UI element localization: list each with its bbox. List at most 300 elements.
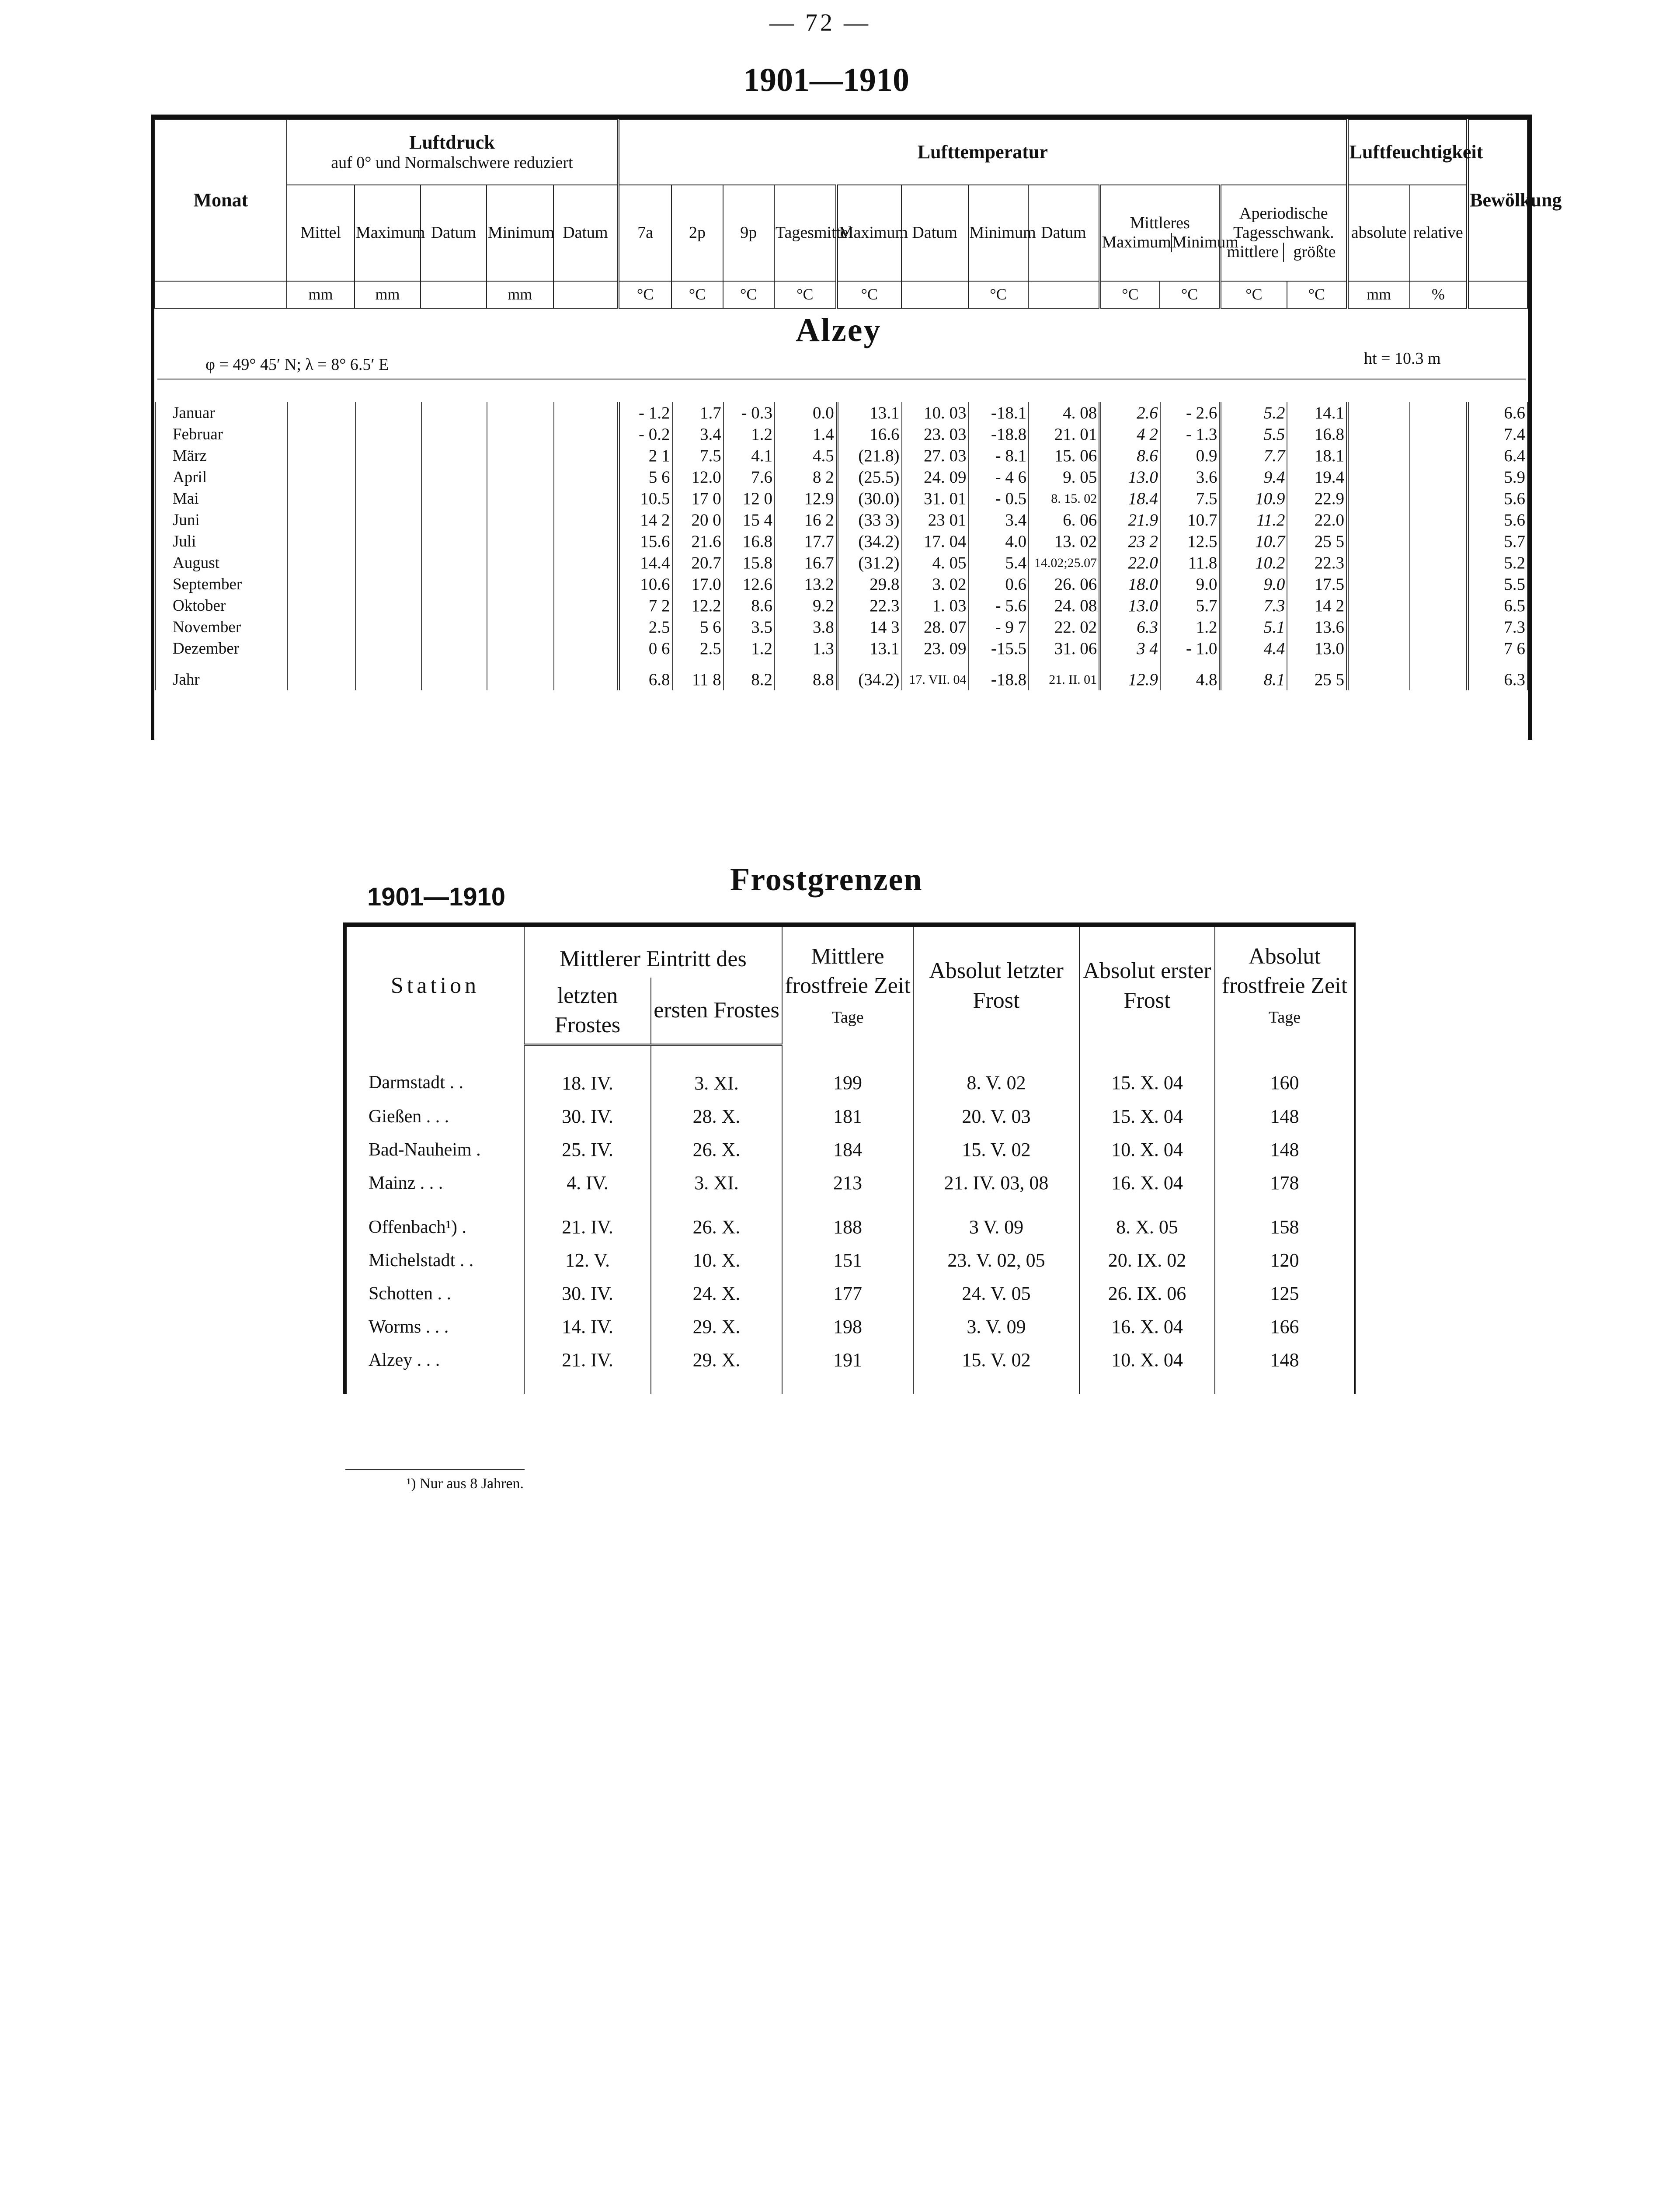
cell-bew: 6.5 [1468,595,1527,616]
cell-empty [554,574,619,595]
cell-empty [554,638,619,659]
cell-empty [554,531,619,552]
cell-t9p: 15.8 [723,552,775,574]
frost-cell-ersten: 24. X. [651,1277,782,1310]
unit-aper-groesste: °C [1287,281,1347,308]
unit-absolute: mm [1347,281,1410,308]
cell-t7a: 6.8 [619,659,672,690]
climate-table-body [155,402,1528,690]
frost-row [345,1277,1355,1310]
frost-cell-abs_zeit: 158 [1215,1200,1355,1244]
cell-mmin: 0.9 [1160,445,1221,466]
unit-7a: °C [618,281,671,308]
frost-cell-station: Mainz . . . [345,1166,524,1200]
unit-maximum: mm [355,281,421,308]
cell-amit: 10.9 [1220,488,1287,509]
cell-empty [288,424,355,445]
cell-max: 29.8 [837,574,902,595]
cell-t2p: 1.7 [672,402,723,424]
cell-max_d: 31. 01 [902,488,969,509]
cell-t9p: 7.6 [723,466,775,488]
cell-tm: 12.9 [775,488,837,509]
cell-amit: 7.7 [1220,445,1287,466]
cell-t7a: 10.5 [619,488,672,509]
cell-t9p: 3.5 [723,616,775,638]
frost-cell-abs_letzter: 20. V. 03 [913,1100,1079,1133]
cell-empty [1347,509,1410,531]
cell-empty [1347,616,1410,638]
cell-bew: 5.6 [1468,509,1527,531]
cell-empty [487,531,554,552]
cell-agr: 25 5 [1287,659,1347,690]
frost-period: 1901—1910 [367,883,506,911]
header-bewoelkung: Bewölkung [1468,119,1527,281]
cell-empty [1410,466,1468,488]
cell-bew: 6.6 [1468,402,1527,424]
cell-mmin: 12.5 [1160,531,1221,552]
cell-empty [421,659,487,690]
frost-row [345,1200,1355,1244]
frost-cell-ersten: 29. X. [651,1310,782,1344]
cell-mmin: 9.0 [1160,574,1221,595]
cell-max: (21.8) [837,445,902,466]
cell-bew: 5.2 [1468,552,1527,574]
frost-row [345,1045,1355,1100]
cell-empty [1347,466,1410,488]
cell-amit: 11.2 [1220,509,1287,531]
cell-t2p: 11 8 [672,659,723,690]
cell-mmin: - 2.6 [1160,402,1221,424]
cell-empty [288,659,355,690]
frost-cell-ersten: 28. X. [651,1100,782,1133]
frost-cell-station: Schotten . . [345,1277,524,1310]
cell-t2p: 12.0 [672,466,723,488]
cell-empty [355,531,421,552]
frost-header-tage: Tage [1268,1008,1301,1027]
cell-t9p: 8.6 [723,595,775,616]
cell-monat: Juni [156,509,288,531]
cell-mmin: 7.5 [1160,488,1221,509]
frost-cell-letzten: 12. V. [524,1244,651,1277]
frost-row [345,1244,1355,1277]
cell-amit: 8.1 [1220,659,1287,690]
climate-row [156,595,1527,616]
frost-header-absolut-frostfreie-label: Absolut frostfreie Zeit [1221,943,1348,999]
cell-max: 14 3 [837,616,902,638]
cell-bew: 5.7 [1468,531,1527,552]
cell-t9p: 4.1 [723,445,775,466]
frost-cell-station: Darmstadt . . [345,1045,524,1100]
frost-cell-abs_erster: 8. X. 05 [1079,1200,1215,1244]
frost-cell-abs_zeit: 166 [1215,1310,1355,1344]
cell-amit: 5.2 [1220,402,1287,424]
frost-header-absolut-letzter: Absolut letzter Frost [913,925,1079,1045]
cell-min_d: 14.02;25.07 [1029,552,1100,574]
cell-amit: 7.3 [1220,595,1287,616]
cell-max: (31.2) [837,552,902,574]
cell-empty [1347,659,1410,690]
header-minimum: Minimum [487,185,553,281]
header-maximum: Maximum [355,185,421,281]
frost-cell-abs_letzter: 3 V. 09 [913,1200,1079,1244]
cell-t7a: 7 2 [619,595,672,616]
cell-empty [288,552,355,574]
frost-cell-abs_erster: 15. X. 04 [1079,1045,1215,1100]
cell-max: 13.1 [837,638,902,659]
cell-mmin: 11.8 [1160,552,1221,574]
cell-t2p: 2.5 [672,638,723,659]
frost-cell-abs_letzter: 21. IV. 03, 08 [913,1166,1079,1200]
frost-cell-mittl: 151 [782,1244,913,1277]
header-2p: 2p [671,185,723,281]
frost-cell-abs_erster: 20. IX. 02 [1079,1244,1215,1277]
cell-t9p: 1.2 [723,638,775,659]
cell-empty [487,445,554,466]
cell-empty [421,574,487,595]
cell-t9p: 16.8 [723,531,775,552]
unit-tagesmittel: °C [774,281,837,308]
cell-amit: 5.1 [1220,616,1287,638]
frost-cell-letzten: 4. IV. [524,1166,651,1200]
cell-t9p: 8.2 [723,659,775,690]
cell-empty [487,402,554,424]
cell-empty [554,424,619,445]
unit-9p: °C [723,281,774,308]
cell-mmax: 13.0 [1100,466,1160,488]
cell-empty [421,595,487,616]
cell-empty [355,466,421,488]
cell-empty [421,616,487,638]
header-monat: Monat [155,119,287,281]
frost-cell-abs_zeit: 120 [1215,1244,1355,1277]
header-luftdruck-sub: auf 0° und Normalschwere reduziert [331,153,573,172]
cell-empty [355,424,421,445]
cell-min: 0.6 [968,574,1029,595]
unit-aper-mittlere: °C [1220,281,1287,308]
cell-empty [1347,552,1410,574]
cell-monat: Dezember [156,638,288,659]
cell-mmin: - 1.0 [1160,638,1221,659]
cell-monat: Jahr [156,659,288,690]
cell-empty [1410,531,1468,552]
cell-monat: August [156,552,288,574]
cell-agr: 25 5 [1287,531,1347,552]
header-datum-min: Datum [553,185,618,281]
frost-cell-abs_letzter: 24. V. 05 [913,1277,1079,1310]
cell-empty [288,574,355,595]
cell-min_d: 26. 06 [1029,574,1100,595]
climate-row [156,616,1527,638]
cell-empty [1347,402,1410,424]
frost-cell-abs_erster: 10. X. 04 [1079,1344,1215,1394]
frost-cell-ersten: 26. X. [651,1133,782,1166]
unit-datum [1028,281,1099,308]
frost-cell-ersten: 3. XI. [651,1045,782,1100]
cell-mmin: 3.6 [1160,466,1221,488]
header-mittlere: mittlere [1222,243,1284,262]
cell-empty [421,638,487,659]
frost-cell-ersten: 26. X. [651,1200,782,1244]
cell-max: (25.5) [837,466,902,488]
cell-bew: 7.4 [1468,424,1527,445]
header-mittl-max: Maximum [1102,233,1171,251]
cell-empty [554,466,619,488]
frost-cell-letzten: 30. IV. [524,1100,651,1133]
cell-empty [355,574,421,595]
climate-row [156,402,1527,424]
cell-empty [1410,616,1468,638]
cell-max_d: 17. 04 [902,531,969,552]
cell-mmax: 4 2 [1100,424,1160,445]
cell-empty [288,488,355,509]
frost-cell-abs_erster: 15. X. 04 [1079,1100,1215,1133]
cell-t2p: 3.4 [672,424,723,445]
cell-min_d: 9. 05 [1029,466,1100,488]
cell-tm: 13.2 [775,574,837,595]
cell-min: 5.4 [968,552,1029,574]
cell-tm: 1.4 [775,424,837,445]
header-luftdruck-group [287,119,618,185]
cell-min: 3.4 [968,509,1029,531]
cell-max_d: 23 01 [902,509,969,531]
frost-cell-abs_zeit: 148 [1215,1100,1355,1133]
cell-empty [487,638,554,659]
cell-bew: 5.6 [1468,488,1527,509]
frost-cell-ersten: 3. XI. [651,1166,782,1200]
cell-monat: September [156,574,288,595]
frost-row [345,1166,1355,1200]
frost-cell-abs_erster: 16. X. 04 [1079,1310,1215,1344]
cell-empty [288,509,355,531]
cell-empty [355,552,421,574]
cell-max_d: 23. 09 [902,638,969,659]
cell-t7a: 0 6 [619,638,672,659]
cell-empty [487,595,554,616]
frost-cell-letzten: 30. IV. [524,1277,651,1310]
cell-empty [1347,445,1410,466]
frost-header-mittlerer-eintritt: Mittlerer Eintritt des [524,925,782,978]
cell-t9p: 12 0 [723,488,775,509]
frost-row [345,1100,1355,1133]
cell-empty [288,531,355,552]
cell-empty [554,616,619,638]
frost-cell-mittl: 188 [782,1200,913,1244]
cell-max: 16.6 [837,424,902,445]
cell-mmax: 18.0 [1100,574,1160,595]
frost-cell-letzten: 18. IV. [524,1045,651,1100]
header-tagesmittel: Tagesmittel [774,185,837,281]
cell-empty [1410,574,1468,595]
frost-header-absolut-frostfreie [1215,925,1355,1045]
climate-row [156,424,1527,445]
cell-empty [487,509,554,531]
cell-tm: 8 2 [775,466,837,488]
unit-bewoelkung [1468,281,1527,308]
cell-empty [554,595,619,616]
cell-agr: 22.0 [1287,509,1347,531]
period-heading: 1901—1910 [743,62,909,98]
cell-t9p: - 0.3 [723,402,775,424]
frost-cell-mittl: 177 [782,1277,913,1310]
frost-cell-mittl: 198 [782,1310,913,1344]
cell-empty [1410,488,1468,509]
cell-monat: Januar [156,402,288,424]
cell-min: -15.5 [968,638,1029,659]
header-7a: 7a [618,185,671,281]
frost-cell-abs_zeit: 125 [1215,1277,1355,1310]
frost-cell-abs_erster: 16. X. 04 [1079,1166,1215,1200]
station-height: ht = 10.3 m [1364,349,1441,368]
cell-tm: 1.3 [775,638,837,659]
cell-t2p: 12.2 [672,595,723,616]
cell-t7a: 15.6 [619,531,672,552]
cell-max_d: 24. 09 [902,466,969,488]
cell-empty [487,424,554,445]
header-temp-datum-min: Datum [1028,185,1099,281]
cell-t7a: 14 2 [619,509,672,531]
cell-t7a: 2 1 [619,445,672,466]
frost-cell-abs_letzter: 15. V. 02 [913,1133,1079,1166]
cell-min_d: 24. 08 [1029,595,1100,616]
cell-min_d: 21. 01 [1029,424,1100,445]
frost-cell-abs_letzter: 15. V. 02 [913,1344,1079,1394]
unit-blank [155,281,287,308]
cell-min: - 8.1 [968,445,1029,466]
cell-empty [421,552,487,574]
frost-cell-ersten: 10. X. [651,1244,782,1277]
cell-mmax: 6.3 [1100,616,1160,638]
cell-bew: 7.3 [1468,616,1527,638]
cell-empty [355,402,421,424]
cell-mmin: - 1.3 [1160,424,1221,445]
cell-empty [554,488,619,509]
cell-agr: 14 2 [1287,595,1347,616]
cell-min: -18.1 [968,402,1029,424]
cell-empty [288,466,355,488]
cell-empty [421,466,487,488]
cell-empty [355,445,421,466]
cell-empty [355,616,421,638]
cell-min: -18.8 [968,659,1029,690]
header-groesste: größte [1293,242,1336,261]
cell-empty [1347,638,1410,659]
header-mittleres: Mittleres [1130,214,1190,233]
cell-amit: 9.0 [1220,574,1287,595]
cell-t9p: 15 4 [723,509,775,531]
cell-empty [288,638,355,659]
cell-min_d: 8. 15. 02 [1029,488,1100,509]
frost-cell-abs_letzter: 23. V. 02, 05 [913,1244,1079,1277]
cell-empty [554,402,619,424]
frost-header-station: Station [345,925,524,1045]
cell-max: 13.1 [837,402,902,424]
cell-max: (34.2) [837,531,902,552]
cell-empty [487,616,554,638]
cell-mmax: 18.4 [1100,488,1160,509]
header-relative: relative [1410,185,1468,281]
cell-empty [421,445,487,466]
frost-title: Frostgrenzen [730,862,923,898]
cell-t2p: 7.5 [672,445,723,466]
cell-min: 4.0 [968,531,1029,552]
cell-mmax: 12.9 [1100,659,1160,690]
cell-mmax: 13.0 [1100,595,1160,616]
cell-monat: Februar [156,424,288,445]
cell-tm: 4.5 [775,445,837,466]
unit-mittel: mm [287,281,355,308]
frost-cell-abs_zeit: 178 [1215,1166,1355,1200]
cell-agr: 13.6 [1287,616,1347,638]
frost-cell-mittl: 181 [782,1100,913,1133]
frost-cell-ersten: 29. X. [651,1344,782,1394]
cell-empty [355,638,421,659]
cell-max: (33 3) [837,509,902,531]
frost-cell-letzten: 25. IV. [524,1133,651,1166]
cell-t2p: 5 6 [672,616,723,638]
frost-header-mittlere-frostfreie-label: Mittlere frostfreie Zeit [785,943,911,999]
frost-cell-station: Gießen . . . [345,1100,524,1133]
frost-header-tage: Tage [831,1008,864,1027]
frost-cell-abs_letzter: 3. V. 09 [913,1310,1079,1344]
cell-max_d: 27. 03 [902,445,969,466]
cell-empty [1347,488,1410,509]
cell-empty [1347,424,1410,445]
cell-t7a: - 1.2 [619,402,672,424]
cell-bew: 5.5 [1468,574,1527,595]
cell-mmax: 3 4 [1100,638,1160,659]
unit-temp-max: °C [837,281,901,308]
cell-t2p: 20 0 [672,509,723,531]
header-luftdruck: Luftdruck [409,131,495,153]
cell-max_d: 23. 03 [902,424,969,445]
cell-bew: 6.4 [1468,445,1527,466]
cell-max: (34.2) [837,659,902,690]
cell-monat: Mai [156,488,288,509]
cell-min_d: 15. 06 [1029,445,1100,466]
frost-header-mittlere-frostfreie [782,925,913,1045]
cell-tm: 16 2 [775,509,837,531]
cell-min: - 9 7 [968,616,1029,638]
cell-agr: 13.0 [1287,638,1347,659]
cell-amit: 5.5 [1220,424,1287,445]
cell-empty [554,445,619,466]
frost-cell-mittl: 199 [782,1045,913,1100]
cell-t7a: 10.6 [619,574,672,595]
frost-cell-letzten: 14. IV. [524,1310,651,1344]
unit-temp-min: °C [968,281,1029,308]
cell-empty [1347,574,1410,595]
climate-row [156,574,1527,595]
header-mittel: Mittel [287,185,355,281]
cell-agr: 22.9 [1287,488,1347,509]
cell-empty [1410,638,1468,659]
header-lufttemperatur: Lufttemperatur [618,119,1347,185]
unit-datum [421,281,487,308]
header-aperiodische-group [1220,185,1347,281]
header-luftfeuchtigkeit: Luftfeuchtigkeit [1347,119,1468,185]
cell-empty [288,445,355,466]
header-temp-minimum: Minimum [968,185,1029,281]
header-datum-max: Datum [421,185,487,281]
unit-2p: °C [671,281,723,308]
cell-empty [1410,552,1468,574]
cell-empty [421,488,487,509]
cell-min_d: 31. 06 [1029,638,1100,659]
cell-agr: 22.3 [1287,552,1347,574]
header-9p: 9p [723,185,774,281]
cell-t7a: 5 6 [619,466,672,488]
cell-max_d: 4. 05 [902,552,969,574]
